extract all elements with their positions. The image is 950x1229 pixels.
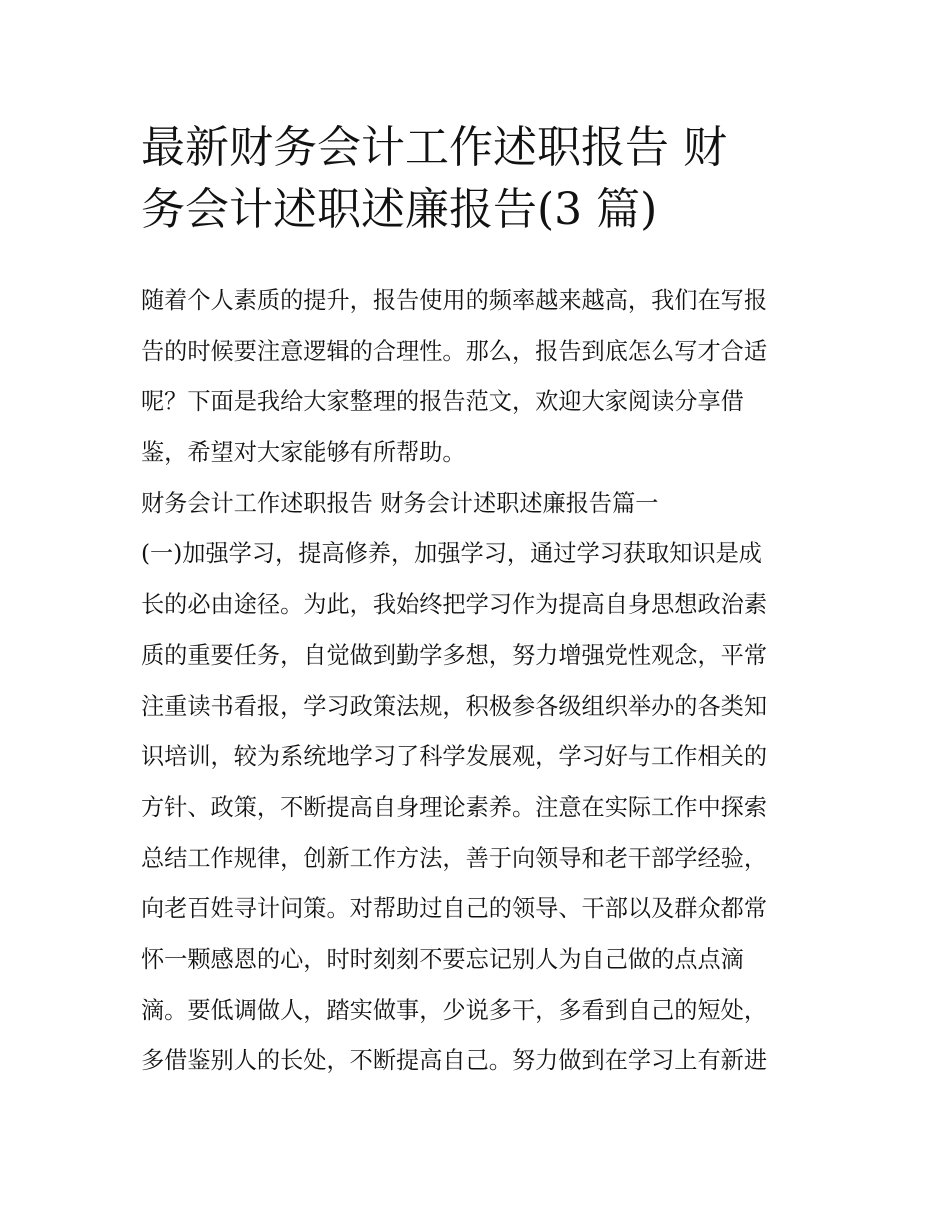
document-title xyxy=(141,117,821,241)
body-line: 怀一颗感恩的心，时时刻刻不要忘记别人为自己做的点点滴 xyxy=(141,945,744,973)
body-line: 鉴，希望对大家能够有所帮助。 xyxy=(141,439,466,467)
body-line: 随着个人素质的提升，报告使用的频率越来越高，我们在写报 xyxy=(141,287,768,314)
title-line: 最新财务会计工作述职报告 财 xyxy=(141,122,727,173)
body-line: 方针、政策，不断提高自身理论素养。注意在实际工作中探索 xyxy=(141,793,768,821)
section-heading: 财务会计工作述职报告 财务会计述职述廉报告篇一 xyxy=(141,489,659,517)
title-line: 务会计述职述廉报告(3 篇) xyxy=(141,184,658,235)
body-line: 呢？下面是我给大家整理的报告范文，欢迎大家阅读分享借 xyxy=(141,388,744,416)
body-line: 告的时候要注意逻辑的合理性。那么，报告到底怎么写才合适 xyxy=(141,337,768,365)
body-line: 滴。要低调做人，踏实做事，少说多干，多看到自己的短处， xyxy=(141,996,768,1024)
body-line: 识培训，较为系统地学习了科学发展观，学习好与工作相关的 xyxy=(141,743,768,771)
body-line: 注重读书看报，学习政策法规，积极参各级组织举办的各类知 xyxy=(141,692,768,720)
body-line: 总结工作规律，创新工作方法，善于向领导和老干部学经验， xyxy=(141,844,768,872)
body-line: (一)加强学习，提高修养，加强学习，通过学习获取知识是成 xyxy=(141,540,762,568)
body-line: 长的必由途径。为此，我始终把学习作为提高自身思想政治素 xyxy=(141,591,768,619)
document-body xyxy=(141,281,821,1092)
body-line: 向老百姓寻计问策。对帮助过自己的领导、干部以及群众都常 xyxy=(141,895,768,923)
body-line: 质的重要任务，自觉做到勤学多想，努力增强党性观念，平常 xyxy=(141,641,768,669)
body-line: 多借鉴别人的长处，不断提高自己。努力做到在学习上有新进 xyxy=(141,1047,768,1075)
